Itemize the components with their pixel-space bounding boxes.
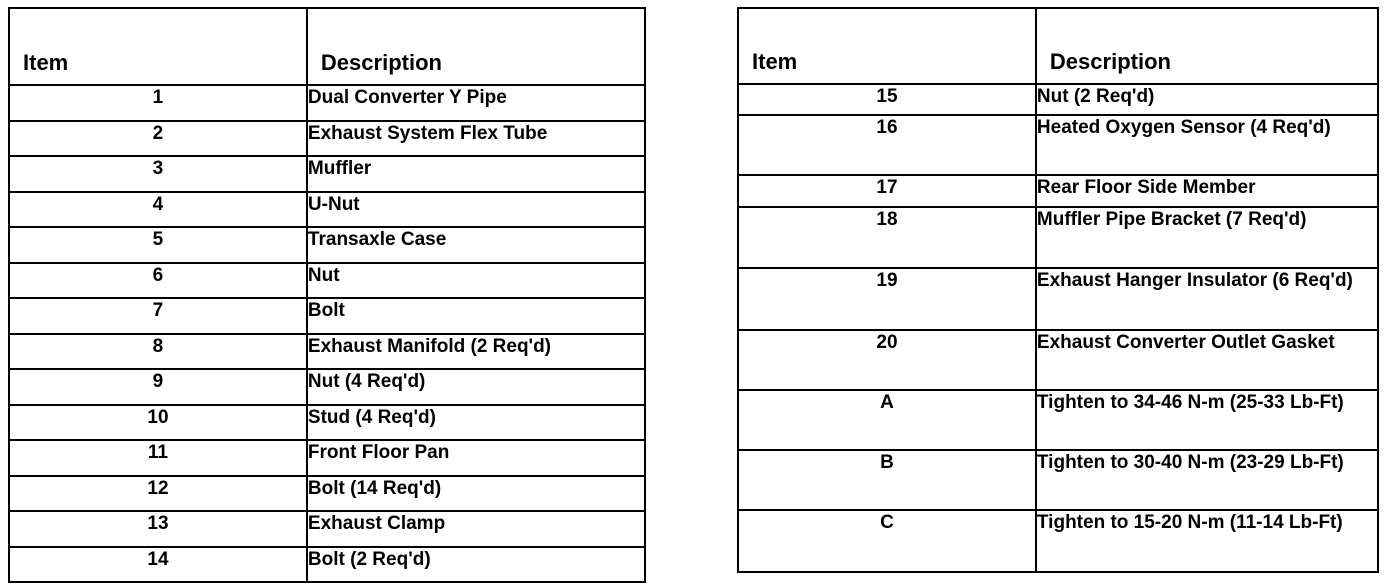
item-description: Exhaust Clamp: [307, 511, 645, 547]
header-description: Description: [307, 8, 645, 85]
item-description: Heated Oxygen Sensor (4 Req'd): [1036, 115, 1378, 175]
table-row: [9, 298, 645, 334]
item-number: 1: [9, 85, 307, 121]
table-row: [9, 334, 645, 369]
item-description: Nut: [307, 263, 645, 298]
item-number: 11: [9, 440, 307, 476]
table-row: [9, 476, 645, 511]
table-row: [9, 263, 645, 298]
item-description: Stud (4 Req'd): [307, 405, 645, 440]
table-row: [738, 268, 1378, 330]
item-description: Exhaust Converter Outlet Gasket: [1036, 330, 1378, 390]
item-description: Rear Floor Side Member: [1036, 175, 1378, 207]
table-row: [9, 121, 645, 156]
table-row: [738, 330, 1378, 390]
item-description: Tighten to 34-46 N-m (25-33 Lb-Ft): [1036, 390, 1378, 450]
header-item: Item: [738, 8, 1036, 84]
item-number: 19: [738, 268, 1036, 330]
item-number: 15: [738, 84, 1036, 115]
item-number: 20: [738, 330, 1036, 390]
item-number: 5: [9, 227, 307, 263]
item-description: Bolt (14 Req'd): [307, 476, 645, 511]
table-row: [9, 511, 645, 547]
table-row: [9, 369, 645, 405]
item-number: 17: [738, 175, 1036, 207]
item-number: 3: [9, 156, 307, 192]
item-number: 2: [9, 121, 307, 156]
table-row: [738, 84, 1378, 115]
item-number: 14: [9, 547, 307, 582]
item-number: 10: [9, 405, 307, 440]
table-row: [9, 405, 645, 440]
item-description: Nut (4 Req'd): [307, 369, 645, 405]
item-description: Dual Converter Y Pipe: [307, 85, 645, 121]
table-row: [9, 85, 645, 121]
header-description: Description: [1036, 8, 1378, 84]
item-number: 16: [738, 115, 1036, 175]
item-number: 9: [9, 369, 307, 405]
item-description: Exhaust System Flex Tube: [307, 121, 645, 156]
item-description: Nut (2 Req'd): [1036, 84, 1378, 115]
item-description: Bolt (2 Req'd): [307, 547, 645, 582]
table-row: [738, 510, 1378, 572]
item-description: Transaxle Case: [307, 227, 645, 263]
item-number: A: [738, 390, 1036, 450]
table-row: [738, 390, 1378, 450]
item-description: Tighten to 15-20 N-m (11-14 Lb-Ft): [1036, 510, 1378, 572]
parts-table-left: [8, 7, 646, 583]
item-number: 4: [9, 192, 307, 227]
item-description: Exhaust Manifold (2 Req'd): [307, 334, 645, 369]
table-row: [9, 192, 645, 227]
header-item: Item: [9, 8, 307, 85]
item-description: Muffler Pipe Bracket (7 Req'd): [1036, 207, 1378, 268]
table-row: [738, 175, 1378, 207]
item-number: 6: [9, 263, 307, 298]
table-row: [738, 450, 1378, 510]
item-description: Exhaust Hanger Insulator (6 Req'd): [1036, 268, 1378, 330]
item-description: Front Floor Pan: [307, 440, 645, 476]
item-description: Bolt: [307, 298, 645, 334]
table-row: [9, 227, 645, 263]
item-number: 8: [9, 334, 307, 369]
table-row: [9, 156, 645, 192]
item-number: 12: [9, 476, 307, 511]
item-number: 13: [9, 511, 307, 547]
table-header-row: [9, 8, 645, 85]
item-description: Muffler: [307, 156, 645, 192]
parts-table-right: [737, 7, 1379, 573]
table-row: [738, 115, 1378, 175]
item-number: 18: [738, 207, 1036, 268]
table-row: [9, 440, 645, 476]
item-number: B: [738, 450, 1036, 510]
item-description: U-Nut: [307, 192, 645, 227]
item-description: Tighten to 30-40 N-m (23-29 Lb-Ft): [1036, 450, 1378, 510]
item-number: 7: [9, 298, 307, 334]
table-row: [9, 547, 645, 582]
table-row: [738, 207, 1378, 268]
table-header-row: [738, 8, 1378, 84]
item-number: C: [738, 510, 1036, 572]
